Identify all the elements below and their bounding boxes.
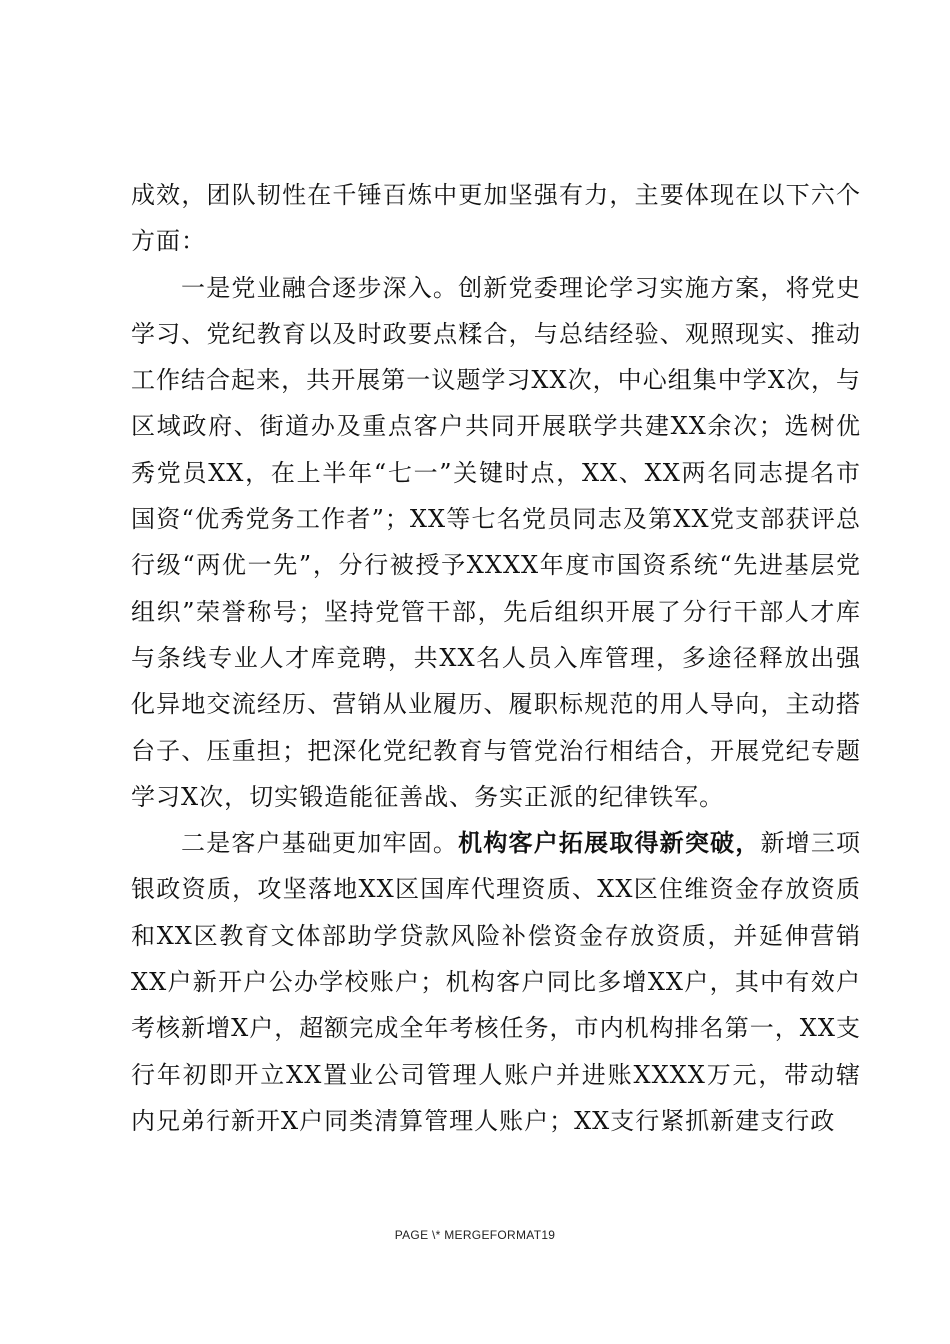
paragraph-lead-text: 二是客户基础更加牢固。 <box>181 829 459 858</box>
paragraph-intro-continuation <box>131 172 861 265</box>
paragraph-text: 新增三项银政资质，攻坚落地XX区国库代理资质、XX区住维资金存放资质和XX区教育文体部助学贷款风险补偿资金存放资质，并延伸营销XX户新开户公办学校账户；机构客户同比多增XX户，其中有效户考核新增X户，超额完成全年考核任务，市内机构排名第一，XX支行年初即开立XX置业公司管理人账户并进账XXXX万元，带动辖内兄弟行新开X户同类清算管理人账户；XX支行紧抓新建支行政 <box>131 829 862 1135</box>
paragraph-customer-base <box>131 820 861 1144</box>
paragraph-party-integration <box>131 265 861 821</box>
paragraph-text: 成效，团队韧性在千锤百炼中更加坚强有力，主要体现在以下六个方面： <box>131 181 861 256</box>
document-body <box>131 172 861 1144</box>
paragraph-bold-highlight: 机构客户拓展取得新突破， <box>458 828 761 858</box>
paragraph-text: 一是党业融合逐步深入。创新党委理论学习实施方案，将党史学习、党纪教育以及时政要点糅合，与总结经验、观照现实、推动工作结合起来，共开展第一议题学习XX次，中心组集中学X次，与区域政府、街道办及重点客户共同开展联学共建XX余次；选树优秀党员XX，在上半年“七一”关键时点，XX、XX两名同志提名市国资“优秀党务工作者”；XX等七名党员同志及第XX党支部获评总行级“两优一先”，分行被授予XXXX年度市国资系统“先进基层党组织”荣誉称号；坚持党管干部，先后组织开展了分行干部人才库与条线专业人才库竞聘，共XX名人员入库管理，多途径释放出强化异地交流经历、营销从业履历、履职标规范的用人导向，主动搭台子、压重担；把深化党纪教育与管党治行相结合，开展党纪专题学习X次，切实锻造能征善战、务实正派的纪律铁军。 <box>131 273 861 811</box>
page-number-field: PAGE \* MERGEFORMAT19 <box>394 1228 556 1242</box>
page-footer <box>0 1228 950 1242</box>
